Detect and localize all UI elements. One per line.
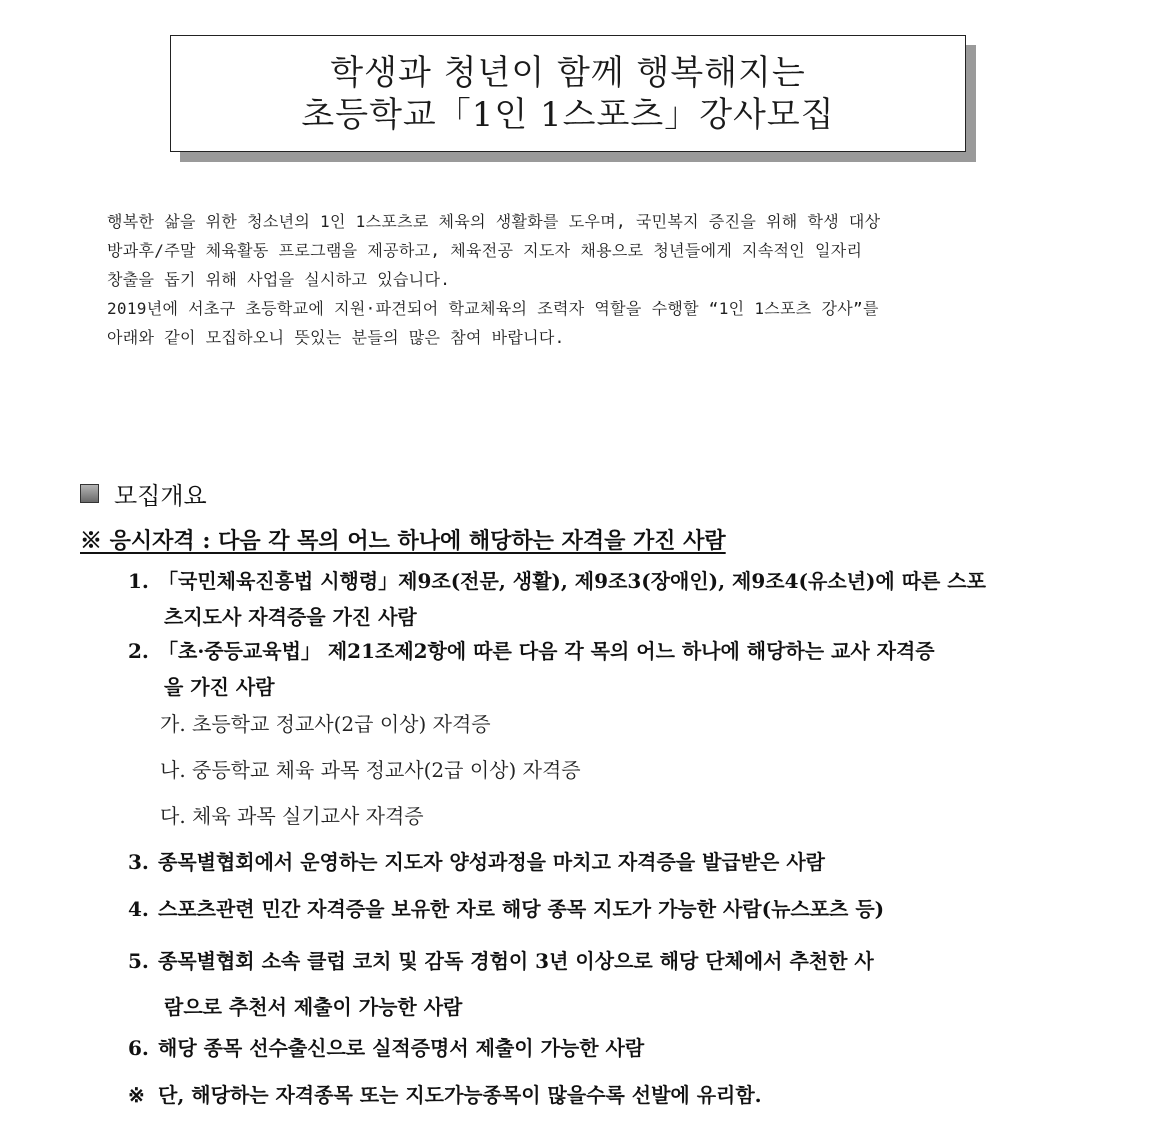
item-number: 2.: [128, 639, 149, 663]
section-title: 모집개요: [114, 481, 207, 510]
item-text-continued: 을 가진 사람: [164, 675, 275, 699]
note-item: [128, 1077, 1068, 1113]
item-text-continued: 람으로 추천서 제출이 가능한 사람: [164, 995, 463, 1019]
intro-line: 2019년에 서초구 초등학교에 지원·파견되어 학교체육의 조력자 역할을 수행할 “1인 1스포츠 강사”를: [107, 299, 879, 318]
list-item-1: [128, 563, 1068, 635]
title-box: [170, 35, 966, 152]
intro-paragraph: [107, 207, 1047, 352]
qualification-header: ※ 응시자격 : 다음 각 목의 어느 하나에 해당하는 자격을 가진 사람: [80, 528, 726, 554]
item-number: 4.: [128, 897, 149, 921]
title-line-1: 학생과 청년이 함께 행복해지는: [330, 52, 806, 93]
item-number: 3.: [128, 850, 149, 874]
item-text: 종목별협회 소속 클럽 코치 및 감독 경험이 3년 이상으로 해당 단체에서 추천한 사: [158, 949, 874, 973]
list-item-5: [128, 938, 1068, 1030]
intro-line: 아래와 같이 모집하오니 뜻있는 분들의 많은 참여 바랍니다.: [107, 328, 565, 347]
sub-item-na: 나. 중등학교 체육 과목 정교사(2급 이상) 자격증: [160, 758, 581, 782]
section-heading: [80, 476, 207, 510]
sub-item-ga: 가. 초등학교 정교사(2급 이상) 자격증: [160, 712, 491, 736]
list-item-4: [128, 891, 1068, 927]
note-mark: ※: [128, 1083, 145, 1107]
item-number: 1.: [128, 569, 149, 593]
list-item-6: [128, 1030, 1068, 1066]
item-text: 「국민체육진흥법 시행령」제9조(전문, 생활), 제9조3(장애인), 제9조4(유소년)에 따른 스포: [158, 569, 986, 593]
intro-line: 행복한 삶을 위한 청소년의 1인 1스포츠로 체육의 생활화를 도우며, 국민복지 증진을 위해 학생 대상: [107, 212, 881, 231]
list-item-2: [128, 633, 1068, 705]
note-text: 단, 해당하는 자격종목 또는 지도가능종목이 많을수록 선발에 유리함.: [158, 1083, 762, 1107]
list-item-3: [128, 844, 1068, 880]
item-number: 6.: [128, 1036, 149, 1060]
item-text-continued: 츠지도사 자격증을 가진 사람: [164, 605, 417, 629]
intro-line: 창출을 돕기 위해 사업을 실시하고 있습니다.: [107, 270, 451, 289]
intro-line: 방과후/주말 체육활동 프로그램을 제공하고, 체육전공 지도자 채용으로 청년들에게 지속적인 일자리: [107, 241, 863, 260]
square-bullet-icon: [80, 484, 99, 503]
item-text: 해당 종목 선수출신으로 실적증명서 제출이 가능한 사람: [158, 1036, 645, 1060]
item-text: 스포츠관련 민간 자격증을 보유한 자로 해당 종목 지도가 가능한 사람(뉴스포츠 등): [158, 897, 885, 921]
item-number: 5.: [128, 949, 149, 973]
item-text: 종목별협회에서 운영하는 지도자 양성과정을 마치고 자격증을 발급받은 사람: [158, 850, 825, 874]
title-line-2: 초등학교「1인 1스포츠」강사모집: [301, 94, 835, 135]
sub-item-da: 다. 체육 과목 실기교사 자격증: [160, 804, 424, 828]
item-text: 「초·중등교육법」 제21조제2항에 따른 다음 각 목의 어느 하나에 해당하는 교사 자격증: [158, 639, 935, 663]
